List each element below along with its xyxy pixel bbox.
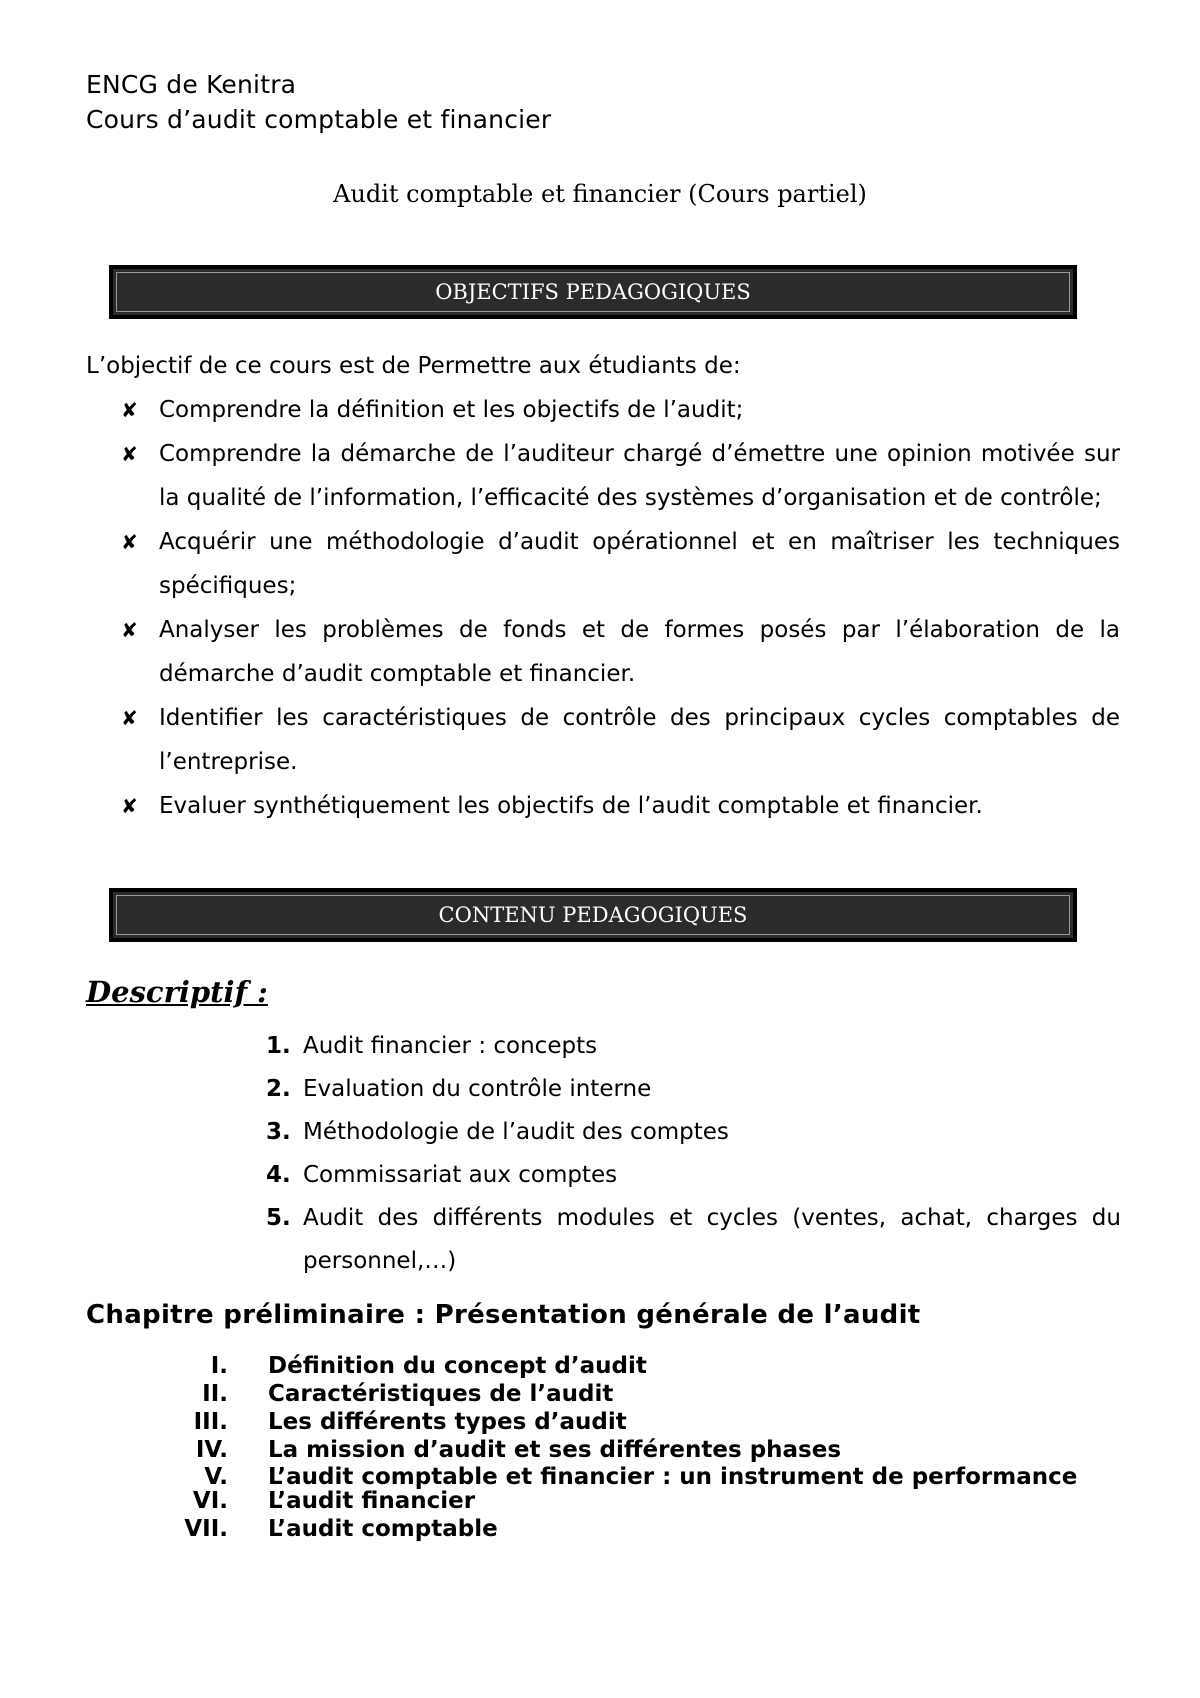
- objectives-banner: OBJECTIFS PEDAGOGIQUES: [109, 265, 1077, 319]
- chapter-section-item: [170, 1352, 1121, 1380]
- section-text: L’audit comptable et financier : un instrument de performance: [268, 1464, 1078, 1490]
- topic-number: 3.: [266, 1119, 291, 1145]
- topic-text: Evaluation du contrôle interne: [303, 1076, 652, 1102]
- topic-number: 2.: [266, 1076, 291, 1102]
- objective-text: Acquérir une méthodologie d’audit opérationnel et en maîtriser les techniques spécifiques;: [159, 529, 1120, 599]
- chapter-sections-list: [170, 1352, 1121, 1543]
- objectives-list: [86, 388, 1120, 828]
- cross-bullet-icon: ✘: [121, 706, 138, 730]
- school-name: ENCG de Kenitra: [86, 70, 297, 99]
- content-banner: CONTENU PEDAGOGIQUES: [109, 888, 1077, 942]
- topic-text: Audit financier : concepts: [303, 1033, 598, 1059]
- section-text: L’audit comptable: [268, 1516, 498, 1542]
- course-name: Cours d’audit comptable et financier: [86, 105, 552, 134]
- topic-number: 4.: [266, 1162, 291, 1188]
- topic-item: [263, 1197, 1121, 1283]
- section-roman-number: V.: [204, 1464, 228, 1490]
- objective-text: Comprendre la démarche de l’auditeur chargé d’émettre une opinion motivée sur la qualité de l’information, l’efficacité des systèmes d’organisation et de contrôle;: [159, 441, 1120, 511]
- section-text: L’audit financier: [268, 1488, 476, 1514]
- objective-text: Analyser les problèmes de fonds et de formes posés par l’élaboration de la démarche d’audit comptable et financier.: [159, 617, 1120, 687]
- cross-bullet-icon: ✘: [121, 398, 138, 422]
- objective-item: [86, 388, 1120, 432]
- section-roman-number: VI.: [192, 1488, 228, 1514]
- topic-item: [263, 1068, 1121, 1111]
- objective-text: Comprendre la définition et les objectifs de l’audit;: [159, 397, 744, 423]
- objective-item: [86, 784, 1120, 828]
- topic-item: [263, 1154, 1121, 1197]
- objective-item: [86, 520, 1120, 608]
- section-text: Les différents types d’audit: [268, 1409, 627, 1435]
- chapter-section-item: [170, 1408, 1121, 1436]
- chapter-section-item: [170, 1487, 1121, 1515]
- topic-number: 1.: [266, 1033, 291, 1059]
- section-text: Définition du concept d’audit: [268, 1353, 647, 1379]
- chapter-section-item: [170, 1380, 1121, 1408]
- chapter-section-item: [170, 1515, 1121, 1543]
- topic-text: Méthodologie de l’audit des comptes: [303, 1119, 729, 1145]
- section-roman-number: IV.: [195, 1437, 228, 1463]
- document-title: Audit comptable et financier (Cours partiel): [333, 180, 867, 208]
- objective-text: Identifier les caractéristiques de contrôle des principaux cycles comptables de l’entreprise.: [159, 705, 1120, 775]
- objectives-intro: L’objectif de ce cours est de Permettre aux étudiants de:: [86, 353, 741, 379]
- cross-bullet-icon: ✘: [121, 442, 138, 466]
- objective-item: [86, 696, 1120, 784]
- objective-item: [86, 608, 1120, 696]
- section-roman-number: VII.: [184, 1516, 228, 1542]
- chapter-title: Chapitre préliminaire : Présentation générale de l’audit: [86, 1300, 921, 1330]
- topic-item: [263, 1111, 1121, 1154]
- section-roman-number: II.: [202, 1381, 228, 1407]
- cross-bullet-icon: ✘: [121, 794, 138, 818]
- section-text: Caractéristiques de l’audit: [268, 1381, 614, 1407]
- objective-text: Evaluer synthétiquement les objectifs de l’audit comptable et financier.: [159, 793, 983, 819]
- topic-text: Commissariat aux comptes: [303, 1162, 618, 1188]
- section-text: La mission d’audit et ses différentes phases: [268, 1437, 842, 1463]
- objective-item: [86, 432, 1120, 520]
- section-roman-number: III.: [193, 1409, 228, 1435]
- topic-text: Audit des différents modules et cycles (ventes, achat, charges du personnel,…): [303, 1205, 1121, 1274]
- topic-number: 5.: [266, 1205, 291, 1231]
- topics-list: [263, 1025, 1121, 1283]
- descriptif-heading: Descriptif :: [86, 975, 268, 1009]
- cross-bullet-icon: ✘: [121, 618, 138, 642]
- cross-bullet-icon: ✘: [121, 530, 138, 554]
- section-roman-number: I.: [210, 1353, 228, 1379]
- topic-item: [263, 1025, 1121, 1068]
